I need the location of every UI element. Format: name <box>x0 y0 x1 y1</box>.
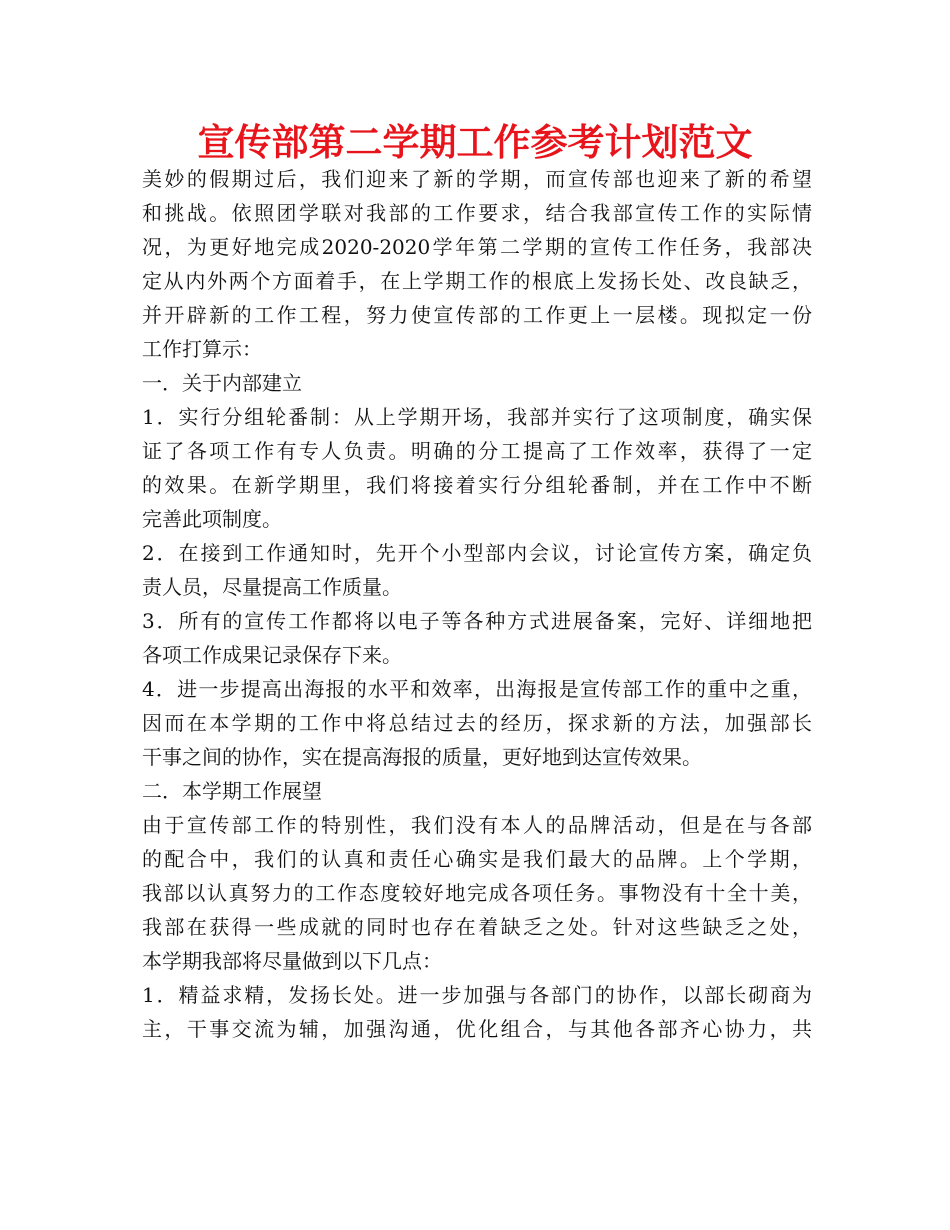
body-line: 完善此项制度。 <box>142 507 282 531</box>
body-line: 我部在获得一些成就的同时也存在着缺乏之处。针对这些缺乏之处， <box>142 915 812 939</box>
body-line: 工作打算示： <box>142 337 262 361</box>
body-line: 1．精益求精，发扬长处。进一步加强与各部门的协作，以部长砌商为 <box>142 983 812 1007</box>
body-line: 本学期我部将尽量做到以下几点： <box>142 949 442 973</box>
body-line: 证了各项工作有专人负责。明确的分工提高了工作效率，获得了一定 <box>142 439 812 463</box>
body-line: 二．本学期工作展望 <box>142 779 322 803</box>
body-line: 责人员，尽量提高工作质量。 <box>142 575 402 599</box>
body-line: 1．实行分组轮番制：从上学期开场，我部并实行了这项制度，确实保 <box>142 405 812 429</box>
body-line: 美妙的假期过后，我们迎来了新的学期，而宣传部也迎来了新的希望 <box>142 167 812 191</box>
body-line: 况，为更好地完成2020-2020学年第二学期的宣传工作任务，我部决 <box>142 235 812 259</box>
body-line: 由于宣传部工作的特别性，我们没有本人的品牌活动，但是在与各部 <box>142 813 812 837</box>
body-line: 的效果。在新学期里，我们将接着实行分组轮番制，并在工作中不断 <box>142 473 812 497</box>
body-line: 2．在接到工作通知时，先开个小型部内会议，讨论宣传方案，确定负 <box>142 541 812 565</box>
body-line: 3．所有的宣传工作都将以电子等各种方式进展备案，完好、详细地把 <box>142 609 812 633</box>
body-line: 我部以认真努力的工作态度较好地完成各项任务。事物没有十全十美， <box>142 881 812 905</box>
body-line: 并开辟新的工作工程，努力使宣传部的工作更上一层楼。现拟定一份 <box>142 303 812 327</box>
document-title: 宣传部第二学期工作参考计划范文 <box>197 120 753 164</box>
body-line: 因而在本学期的工作中将总结过去的经历，探求新的方法，加强部长 <box>142 711 812 735</box>
body-line: 的配合中，我们的认真和责任心确实是我们最大的品牌。上个学期， <box>142 847 812 871</box>
body-line: 和挑战。依照团学联对我部的工作要求，结合我部宣传工作的实际情 <box>142 201 812 225</box>
body-line: 一．关于内部建立 <box>142 371 302 395</box>
body-line: 主，干事交流为辅，加强沟通，优化组合，与其他各部齐心协力，共 <box>142 1017 812 1041</box>
body-line: 各项工作成果记录保存下来。 <box>142 643 402 667</box>
body-line: 干事之间的协作，实在提高海报的质量，更好地到达宣传效果。 <box>142 745 702 769</box>
body-line: 定从内外两个方面着手，在上学期工作的根底上发扬长处、改良缺乏， <box>142 269 812 293</box>
document-body <box>142 162 812 1046</box>
body-line: 4．进一步提高出海报的水平和效率，出海报是宣传部工作的重中之重， <box>142 677 812 701</box>
